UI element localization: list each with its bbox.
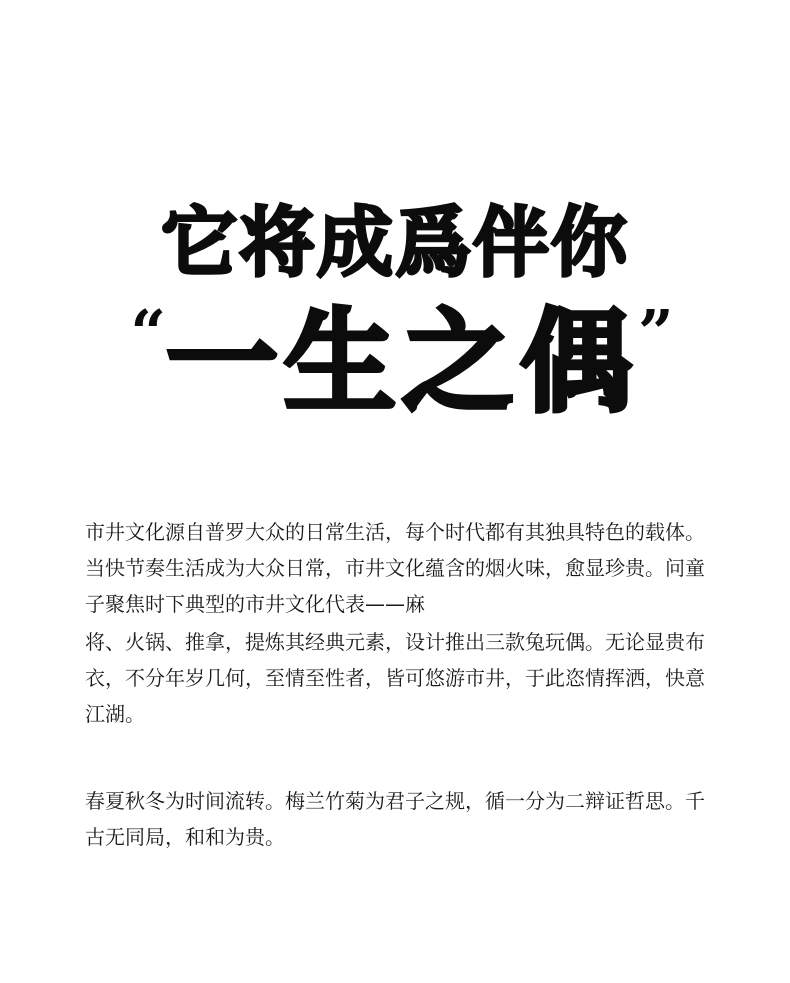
body-paragraph-1: 市井文化源自普罗大众的日常生活，每个时代都有其独具特色的载体。当快节奏生活成为大众日常，市井文化蕴含的烟火味，愈显珍贵。问童子聚焦时下典型的市井文化代表——麻	[85, 520, 705, 616]
headline-quote-text: 一生之偶	[166, 297, 638, 428]
body-paragraph-3: 春夏秋冬为时间流转。梅兰竹菊为君子之规，循一分为二辩证哲思。千古无同局，和和为贵。	[85, 789, 705, 849]
close-quote-mark: ”	[638, 296, 674, 369]
open-quote-mark: “	[130, 296, 166, 369]
headline-line-1: 它将成爲伴你	[161, 198, 629, 287]
headline-line-2	[112, 298, 692, 428]
body-paragraph-2: 将、火锅、推拿，提炼其经典元素，设计推出三款兔玩偶。无论显贵布衣，不分年岁几何，至情至性者，皆可悠游市井，于此恣情挥洒，快意江湖。	[85, 630, 705, 726]
